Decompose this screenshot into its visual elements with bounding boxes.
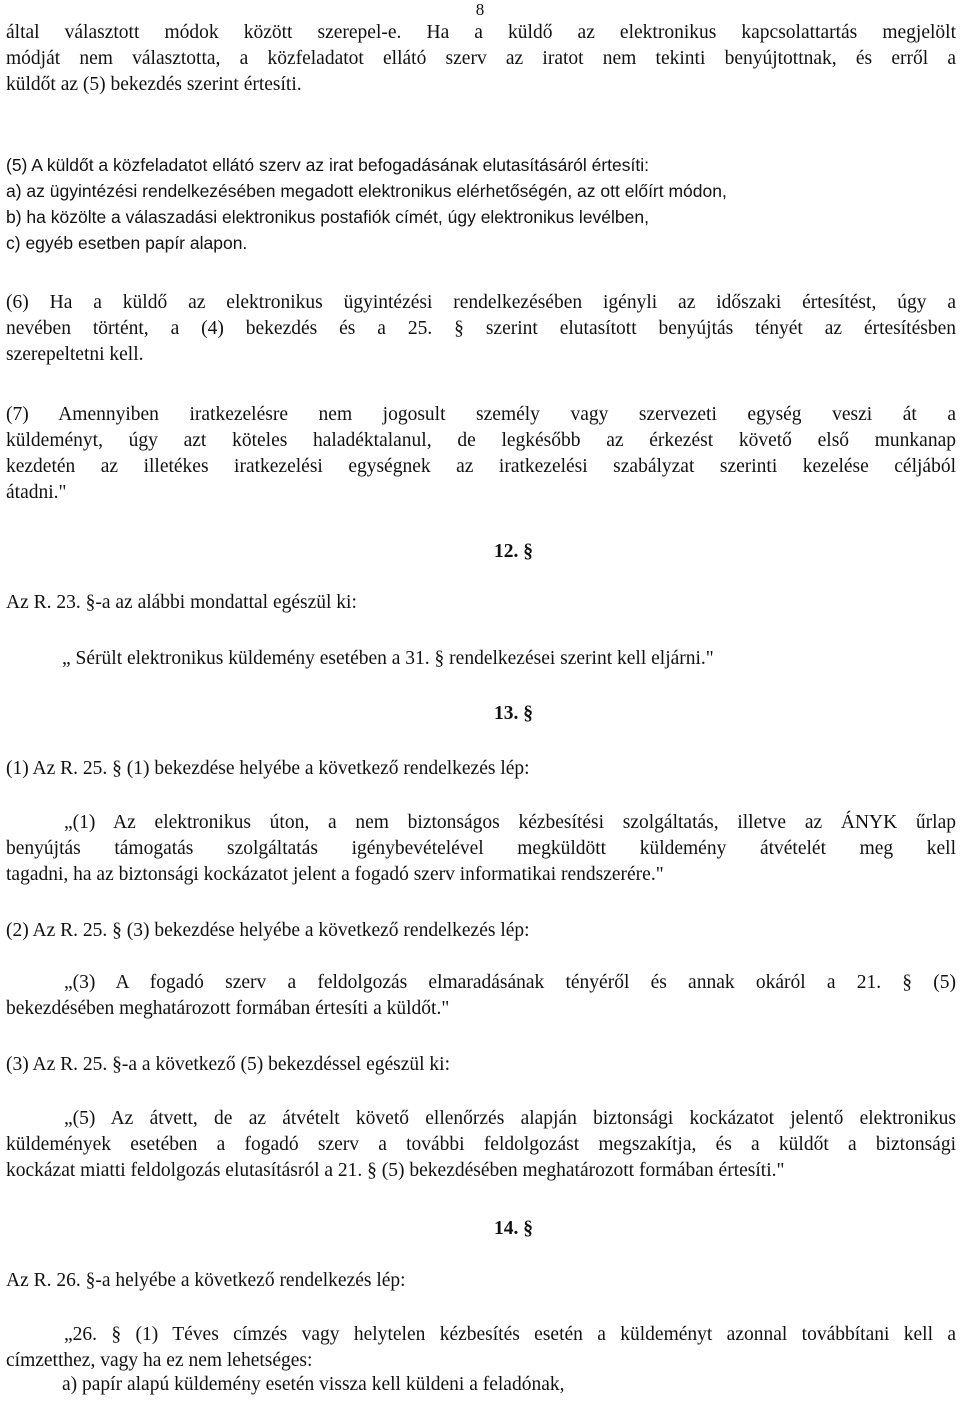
section-13-quote-1 [6,810,956,888]
section-13-quote-3 [6,1106,956,1184]
section-12-quote: „ Sérült elektronikus küldemény esetében a 31. § rendelkezései szerint kell eljárni." [62,648,714,669]
text-line: (7) Amennyiben iratkezelésre nem jogosult személy vagy szervezeti egység veszi át a [6,404,956,425]
text-line: kezdetén az illetékes iratkezelési egységnek az iratkezelési szabályzat szerinti kezelése céljából [6,456,956,477]
page-number: 8 [475,0,485,19]
section-14-quote [6,1322,956,1374]
paragraph-intro [6,20,956,98]
section-heading-12: 12. § [494,541,533,562]
text-line: (6) Ha a küldő az elektronikus ügyintézési rendelkezésében igényli az időszaki értesítést, úgy a [6,292,956,313]
text-line: tagadni, ha az biztonsági kockázatot jelent a fogadó szerv informatikai rendszerére." [6,864,664,885]
section-heading-13: 13. § [494,703,533,724]
text-line: szerepeltetni kell. [6,344,144,365]
text-line: átadni." [6,482,67,503]
text-line: „26. § (1) Téves címzés vagy helytelen kézbesítés esetén a küldeményt azonnal továbbítani kell a [64,1324,956,1345]
section-12-intro: Az R. 23. §-a az alábbi mondattal egészül ki: [6,592,357,613]
text-line: által választott módok között szerepel-e. Ha a küldő az elektronikus kapcsolattartás megjelölt [6,22,956,43]
text-line: c) egyéb esetben papír alapon. [6,233,248,253]
text-line: címzetthez, vagy ha ez nem lehetséges: [6,1350,313,1371]
text-line: a) az ügyintézési rendelkezésében megadott elektronikus elérhetőségén, az ott előírt módon, [6,181,727,201]
text-line: küldőt az (5) bekezdés szerint értesíti. [6,74,302,95]
section-heading-14: 14. § [494,1218,533,1239]
section-13-item-2: (2) Az R. 25. § (3) bekezdése helyébe a következő rendelkezés lép: [6,920,530,941]
text-line: nevében történt, a (4) bekezdés és a 25. § szerint elutasított benyújtás tényét az értesítésben [6,318,956,339]
text-line: (5) A küldőt a közfeladatot ellátó szerv az irat befogadásának elutasításáról értesíti: [6,155,650,175]
text-line: küldeményt, úgy azt köteles haladéktalanul, de legkésőbb az érkezést követő első munkanap [6,430,956,451]
paragraph-5 [6,152,956,256]
paragraph-6 [6,290,956,368]
section-13-item-3: (3) Az R. 25. §-a a következő (5) bekezdéssel egészül ki: [6,1054,451,1075]
text-line: b) ha közölte a válaszadási elektronikus postafiók címét, úgy elektronikus levélben, [6,207,649,227]
text-line: kockázat miatti feldolgozás elutasításról a 21. § (5) bekezdésében meghatározott formában értesíti." [6,1160,785,1181]
text-line: „(5) Az átvett, de az átvételt követő ellenőrzés alapján biztonsági kockázatot jelentő elektronikus [64,1108,956,1129]
text-line: benyújtás támogatás szolgáltatás igénybevételével megküldött küldemény átvételét meg kell [6,838,956,859]
text-line: „(3) A fogadó szerv a feldolgozás elmaradásának tényéről és annak okáról a 21. § (5) [64,972,956,993]
text-line: küldemények esetében a fogadó szerv a további feldolgozást megszakítja, és a küldőt a biztonsági [6,1134,956,1155]
section-14-intro: Az R. 26. §-a helyébe a következő rendelkezés lép: [6,1270,406,1291]
text-line: bekezdésében meghatározott formában értesíti a küldőt." [6,998,450,1019]
text-line: „(1) Az elektronikus úton, a nem biztonságos kézbesítési szolgáltatás, illetve az ÁNYK űrlap [64,812,956,833]
paragraph-7 [6,402,956,506]
text-line: módját nem választotta, a közfeladatot ellátó szerv az iratot nem tekinti benyújtottnak, és erről a [6,48,956,69]
section-14-item-a: a) papír alapú küldemény esetén vissza kell küldeni a feladónak, [62,1374,565,1395]
section-13-quote-2 [6,970,956,1022]
section-13-item-1: (1) Az R. 25. § (1) bekezdése helyébe a következő rendelkezés lép: [6,758,530,779]
